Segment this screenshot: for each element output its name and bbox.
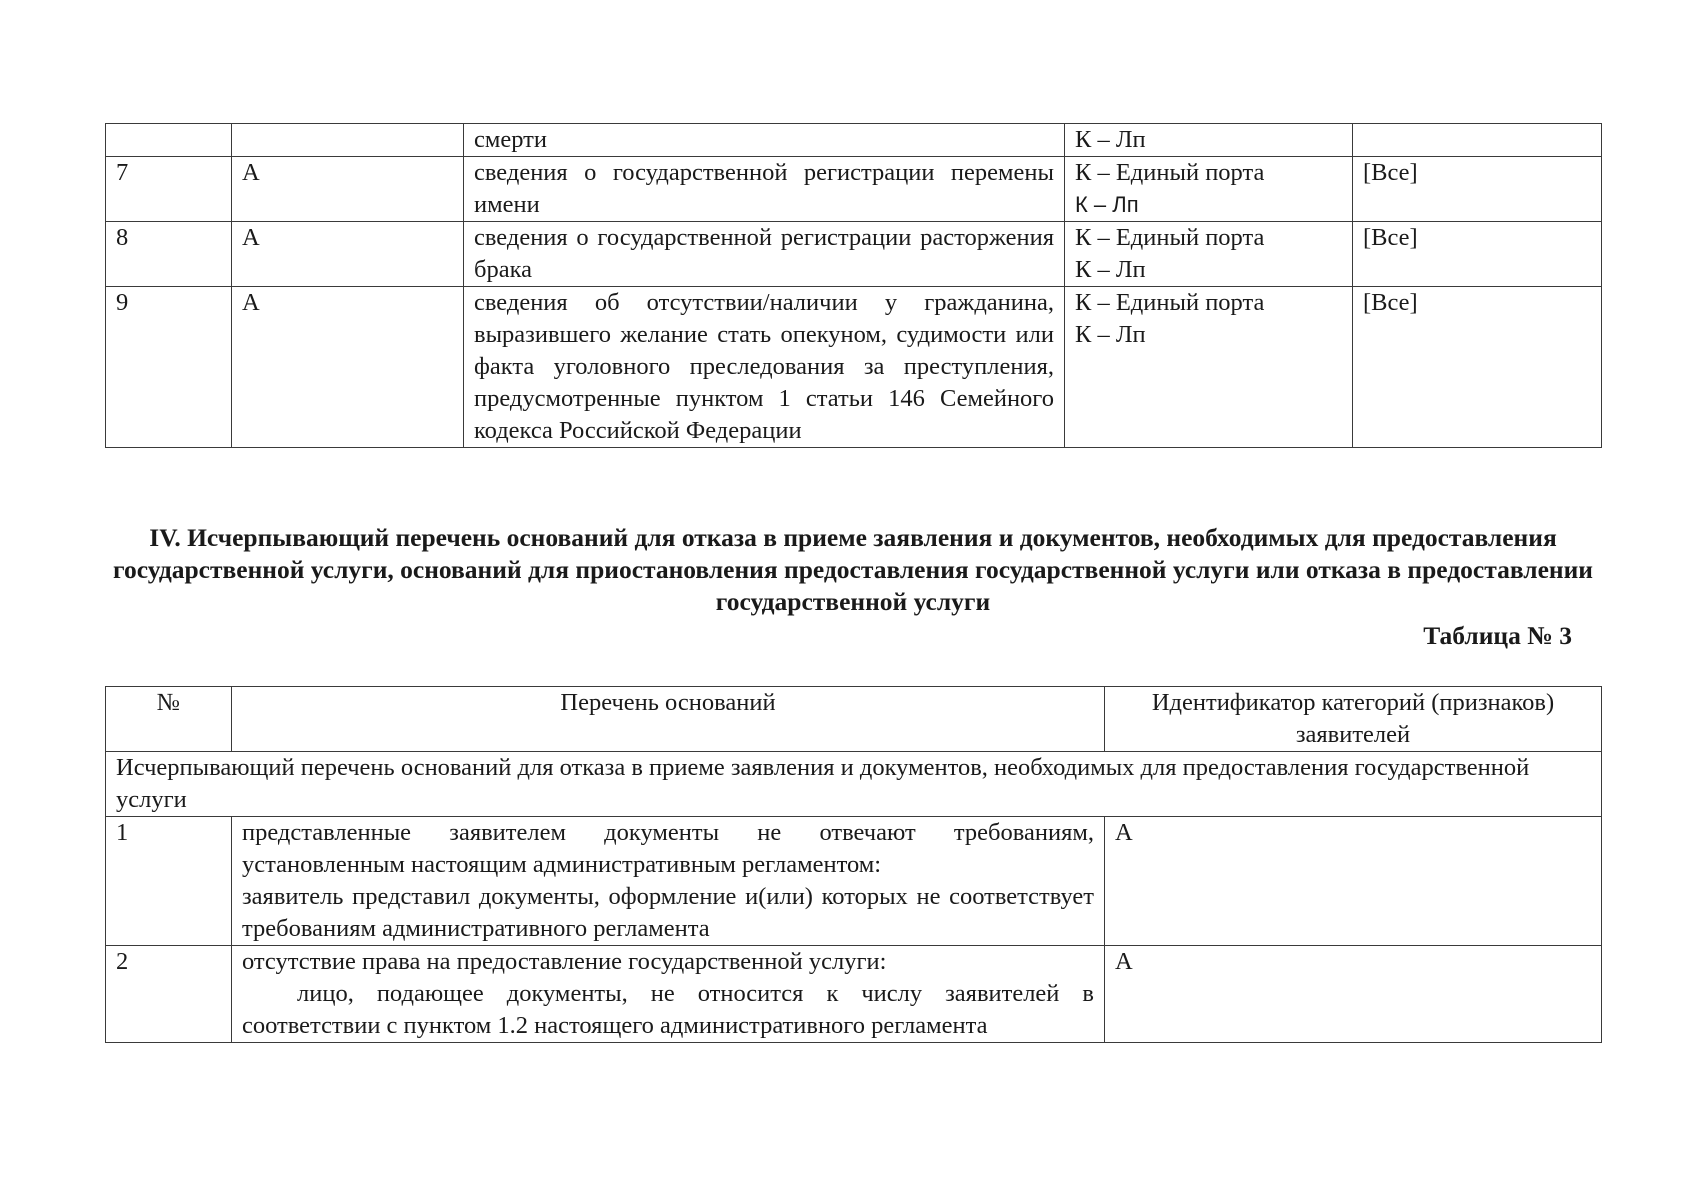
category-cell: А (232, 287, 464, 448)
column-header-number: № (106, 687, 232, 752)
table-row (106, 946, 1602, 1043)
sources-table (105, 123, 1602, 448)
reason-detail: лицо, подающее документы, не относится к числу заявителей в соответствии с пунктом 1.2 настоящего административного регламента (242, 980, 1094, 1039)
source-line: К – Единый порта (1075, 289, 1265, 316)
row-number: 8 (106, 222, 232, 287)
source-cell (1065, 287, 1353, 448)
source-cell: К – Лп (1065, 124, 1353, 157)
row-number: 7 (106, 157, 232, 222)
reason-cell (232, 946, 1105, 1043)
table-row (106, 124, 1602, 157)
reason-text: представленные заявителем документы не отвечают требованиям, установленным настоящим административным регламентом: (242, 819, 1094, 878)
row-number (106, 124, 232, 157)
description-cell: сведения о государственной регистрации перемены имени (464, 157, 1065, 222)
source-line: К – Лп (1075, 256, 1146, 283)
scope-cell: [Все] (1353, 157, 1602, 222)
refusal-reasons-table (105, 686, 1602, 1043)
table-label: Таблица № 3 (1423, 621, 1572, 650)
source-line: К – Лп (1075, 192, 1139, 217)
category-cell: А (232, 222, 464, 287)
group-title: Исчерпывающий перечень оснований для отказа в приеме заявления и документов, необходимых для предоставления государственной услуги (106, 752, 1602, 817)
table-row (106, 157, 1602, 222)
source-line: К – Единый порта (1075, 224, 1265, 251)
reason-cell (232, 817, 1105, 946)
scope-cell: [Все] (1353, 287, 1602, 448)
column-header-identifier: Идентификатор категорий (признаков) заявителей (1105, 687, 1602, 752)
description-cell: сведения об отсутствии/наличии у гражданина, выразившего желание стать опекуном, судимости или факта уголовного преследования за преступления, предусмотренные пунктом 1 статьи 146 Семейного кодекса Российской Федерации (464, 287, 1065, 448)
source-cell (1065, 157, 1353, 222)
row-number: 2 (106, 946, 232, 1043)
table-header-row (106, 687, 1602, 752)
table-row (106, 817, 1602, 946)
table-row (106, 222, 1602, 287)
section-heading: IV. Исчерпывающий перечень оснований для отказа в приеме заявления и документов, необходимых для предоставления государственной услуги, оснований для приостановления предоставления государственной услуги или отказа в предоставлении государственной услуги (113, 523, 1593, 616)
column-header-reasons: Перечень оснований (232, 687, 1105, 752)
reason-detail: заявитель представил документы, оформление и(или) которых не соответствует требованиям административного регламента (242, 883, 1094, 942)
category-cell: А (232, 157, 464, 222)
description-cell: смерти (464, 124, 1065, 157)
table-row (106, 287, 1602, 448)
scope-cell (1353, 124, 1602, 157)
source-cell (1065, 222, 1353, 287)
identifier-cell: А (1105, 817, 1602, 946)
reason-text: отсутствие права на предоставление государственной услуги: (242, 948, 887, 975)
group-title-row (106, 752, 1602, 817)
category-cell (232, 124, 464, 157)
description-cell: сведения о государственной регистрации расторжения брака (464, 222, 1065, 287)
row-number: 9 (106, 287, 232, 448)
scope-cell: [Все] (1353, 222, 1602, 287)
source-line: К – Лп (1075, 321, 1146, 348)
row-number: 1 (106, 817, 232, 946)
identifier-cell: А (1105, 946, 1602, 1043)
source-line: К – Единый порта (1075, 159, 1265, 186)
